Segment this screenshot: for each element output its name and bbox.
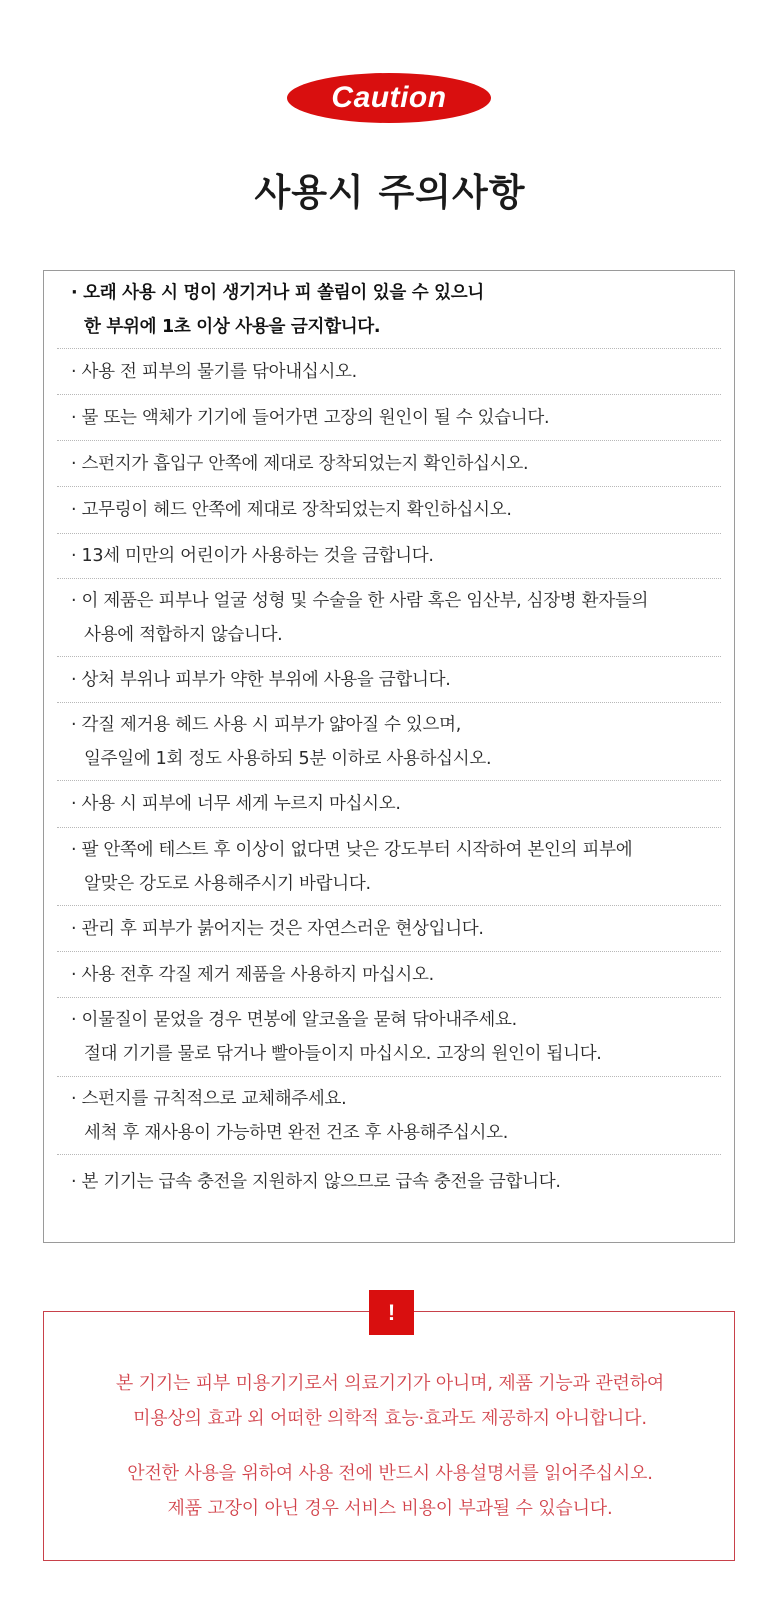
list-item-line: 절대 기기를 물로 닦거나 빨아들이지 마십시오. 고장의 원인이 됩니다.: [84, 1044, 602, 1064]
notice-line: 미용상의 효과 외 어떠한 의학적 효능·효과도 제공하지 아니합니다.: [133, 1408, 647, 1429]
list-item: [57, 781, 721, 828]
notice-line: 제품 고장이 아닌 경우 서비스 비용이 부과될 수 있습니다.: [167, 1498, 613, 1519]
list-item-line: · 스펀지를 규칙적으로 교체해주세요.: [71, 1088, 347, 1109]
list-item-line: · 사용 시 피부에 너무 세게 누르지 마십시오.: [71, 794, 401, 814]
list-item-line: · 이 제품은 피부나 얼굴 성형 및 수술을 한 사람 혹은 임산부, 심장병 환자들의: [71, 590, 649, 611]
list-item-line: · 관리 후 피부가 붉어지는 것은 자연스러운 현상입니다.: [71, 918, 484, 939]
list-item-line: · 스펀지가 흡입구 안쪽에 제대로 장착되었는지 확인하십시오.: [71, 453, 529, 474]
list-item-line: · 고무링이 헤드 안쪽에 제대로 장착되었는지 확인하십시오.: [71, 500, 512, 520]
list-item-line: · 본 기기는 급속 충전을 지원하지 않으므로 급속 충전을 금합니다.: [71, 1172, 561, 1192]
caution-list: [43, 270, 735, 1243]
list-item-line: 세척 후 재사용이 가능하면 완전 건조 후 사용해주십시오.: [84, 1122, 509, 1143]
list-item: [57, 828, 721, 906]
notice-line: 본 기기는 피부 미용기기로서 의료기기가 아니며, 제품 기능과 관련하여: [115, 1373, 665, 1394]
list-item-line: · 팔 안쪽에 테스트 후 이상이 없다면 낮은 강도부터 시작하여 본인의 피부에: [71, 839, 633, 860]
page-title: 사용시 주의사항: [254, 171, 526, 214]
list-item-line: 사용에 적합하지 않습니다.: [84, 624, 283, 645]
list-item: [57, 534, 721, 579]
list-item: [57, 349, 721, 395]
list-item-line: 알맞은 강도로 사용해주시기 바랍니다.: [84, 873, 371, 894]
notice-paragraph: [0, 1366, 780, 1436]
list-item: [57, 395, 721, 441]
list-item: [57, 271, 721, 349]
list-item-line: · 상처 부위나 피부가 약한 부위에 사용을 금합니다.: [71, 669, 451, 690]
list-item-line: 일주일에 1회 정도 사용하되 5분 이하로 사용하십시오.: [84, 748, 492, 769]
notice-paragraph: [0, 1456, 780, 1526]
list-item-line: 한 부위에 1초 이상 사용을 금지합니다.: [84, 316, 381, 337]
list-item: [57, 657, 721, 703]
list-item-line: · 이물질이 묻었을 경우 면봉에 알코올을 묻혀 닦아내주세요.: [71, 1010, 517, 1030]
list-item: [57, 998, 721, 1077]
list-item: [57, 1077, 721, 1155]
list-item: [57, 906, 721, 952]
list-item: [57, 487, 721, 534]
list-item: [57, 1155, 721, 1209]
list-item-line: · 물 또는 액체가 기기에 들어가면 고장의 원인이 될 수 있습니다.: [71, 407, 550, 428]
exclamation-icon: !: [369, 1290, 414, 1335]
notice-line: 안전한 사용을 위하여 사용 전에 반드시 사용설명서를 읽어주십시오.: [127, 1463, 653, 1484]
caution-badge-label: Caution: [331, 81, 447, 114]
list-item: [57, 703, 721, 781]
list-item-line: · 사용 전 피부의 물기를 닦아내십시오.: [71, 361, 357, 382]
list-item-line: · 13세 미만의 어린이가 사용하는 것을 금합니다.: [71, 546, 434, 566]
list-item-line: · 사용 전후 각질 제거 제품을 사용하지 마십시오.: [71, 964, 434, 985]
list-item: [57, 952, 721, 998]
caution-badge: [287, 73, 491, 123]
list-item: [57, 579, 721, 657]
list-item-line: · 각질 제거용 헤드 사용 시 피부가 얇아질 수 있으며,: [71, 714, 461, 735]
list-item: [57, 441, 721, 487]
list-item-line: · 오래 사용 시 멍이 생기거나 피 쏠림이 있을 수 있으니: [71, 282, 484, 303]
